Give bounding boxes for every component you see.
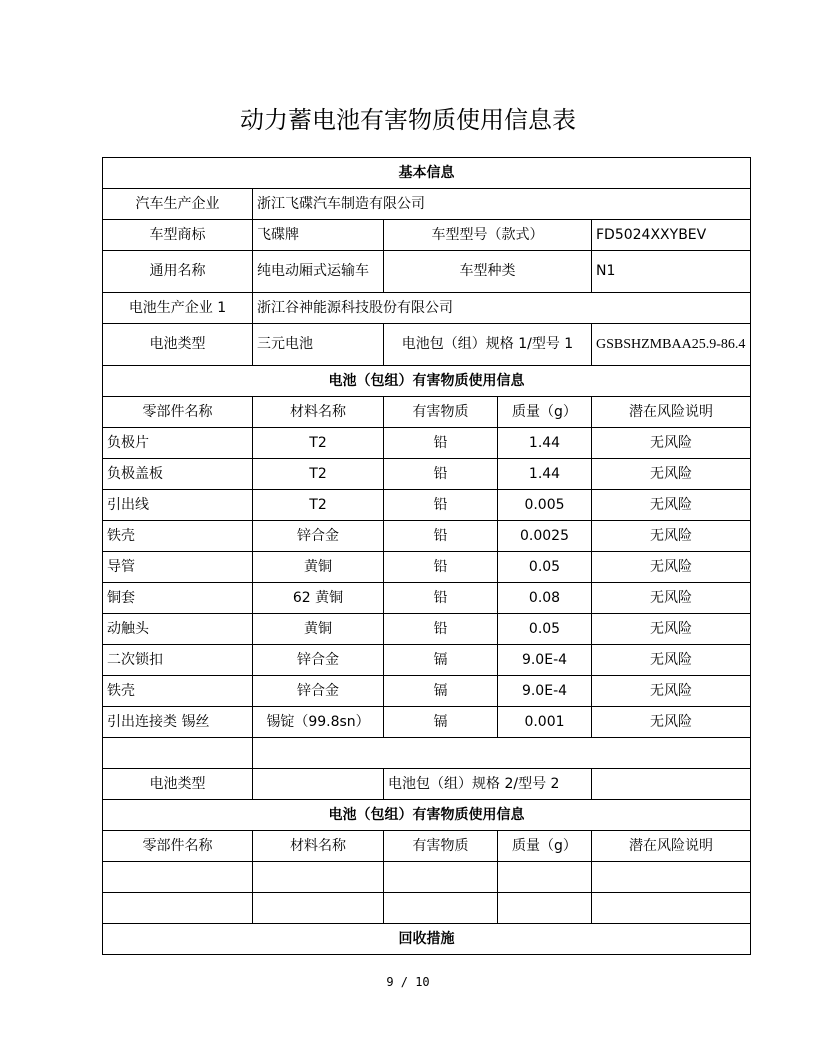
empty-cell xyxy=(253,738,751,769)
battery-maker-row xyxy=(103,293,751,324)
part-name: 引出连接类 锡丝 xyxy=(103,707,253,738)
model-value: FD5024XXYBEV xyxy=(592,220,751,251)
part-name: 二次锁扣 xyxy=(103,645,253,676)
hazard: 铅 xyxy=(384,614,498,645)
risk: 无风险 xyxy=(592,614,751,645)
basic-info-section-row xyxy=(103,158,751,189)
table-row xyxy=(103,428,751,459)
col-material: 材料名称 xyxy=(253,831,384,862)
col-mass: 质量（g） xyxy=(498,397,592,428)
risk: 无风险 xyxy=(592,583,751,614)
risk: 无风险 xyxy=(592,676,751,707)
table-row xyxy=(103,893,751,924)
brand-row xyxy=(103,220,751,251)
empty-cell xyxy=(592,862,751,893)
empty-cell xyxy=(384,893,498,924)
common-name-label: 通用名称 xyxy=(103,251,253,293)
recycling-heading: 回收措施 xyxy=(103,924,751,955)
risk: 无风险 xyxy=(592,645,751,676)
part-name: 铜套 xyxy=(103,583,253,614)
mass: 9.0E-4 xyxy=(498,676,592,707)
col-hazard: 有害物质 xyxy=(384,397,498,428)
table-row xyxy=(103,552,751,583)
part-name: 动触头 xyxy=(103,614,253,645)
table-row xyxy=(103,521,751,552)
col-material: 材料名称 xyxy=(253,397,384,428)
table-row xyxy=(103,707,751,738)
hazard: 镉 xyxy=(384,707,498,738)
empty-cell xyxy=(384,862,498,893)
recycling-section-row xyxy=(103,924,751,955)
vehicle-category-label: 车型种类 xyxy=(384,251,592,293)
empty-cell xyxy=(498,893,592,924)
col-part-name: 零部件名称 xyxy=(103,397,253,428)
hazard: 镉 xyxy=(384,645,498,676)
battery-type-value: 三元电池 xyxy=(253,324,384,366)
pack-spec-value: GSBSHZMBAA25.9-86.4 xyxy=(592,324,751,366)
table-row xyxy=(103,614,751,645)
material: 黄铜 xyxy=(253,552,384,583)
hazard-section-2-heading: 电池（包组）有害物质使用信息 xyxy=(103,800,751,831)
hazard: 铅 xyxy=(384,521,498,552)
brand-label: 车型商标 xyxy=(103,220,253,251)
mass: 0.001 xyxy=(498,707,592,738)
risk: 无风险 xyxy=(592,552,751,583)
empty-cell xyxy=(103,862,253,893)
vehicle-category-value: N1 xyxy=(592,251,751,293)
battery-type-row xyxy=(103,324,751,366)
mass: 0.0025 xyxy=(498,521,592,552)
material: T2 xyxy=(253,490,384,521)
common-name-value: 纯电动厢式运输车 xyxy=(253,251,384,293)
battery-2-type-label: 电池类型 xyxy=(103,769,253,800)
material: 锌合金 xyxy=(253,645,384,676)
hazard: 铅 xyxy=(384,583,498,614)
mass: 0.08 xyxy=(498,583,592,614)
empty-cell xyxy=(103,893,253,924)
material: T2 xyxy=(253,428,384,459)
battery-2-pack-spec-label: 电池包（组）规格 2/型号 2 xyxy=(384,769,592,800)
part-name: 铁壳 xyxy=(103,676,253,707)
material: 锌合金 xyxy=(253,676,384,707)
mass: 0.005 xyxy=(498,490,592,521)
part-name: 负极盖板 xyxy=(103,459,253,490)
mass: 0.05 xyxy=(498,614,592,645)
risk: 无风险 xyxy=(592,490,751,521)
hazard: 铅 xyxy=(384,459,498,490)
hazard: 镉 xyxy=(384,676,498,707)
material: 黄铜 xyxy=(253,614,384,645)
empty-row xyxy=(103,738,751,769)
hazard-info-table xyxy=(102,157,751,955)
mass: 1.44 xyxy=(498,428,592,459)
col-hazard: 有害物质 xyxy=(384,831,498,862)
manufacturer-value: 浙江飞碟汽车制造有限公司 xyxy=(253,189,751,220)
part-name: 铁壳 xyxy=(103,521,253,552)
material: 锌合金 xyxy=(253,521,384,552)
battery-type-label: 电池类型 xyxy=(103,324,253,366)
hazard-section-1-heading: 电池（包组）有害物质使用信息 xyxy=(103,366,751,397)
part-name: 负极片 xyxy=(103,428,253,459)
battery-2-pack-spec-value xyxy=(592,769,751,800)
material: T2 xyxy=(253,459,384,490)
risk: 无风险 xyxy=(592,707,751,738)
empty-cell xyxy=(103,738,253,769)
table-row xyxy=(103,676,751,707)
mass: 9.0E-4 xyxy=(498,645,592,676)
page-number: 9 / 10 xyxy=(386,975,430,989)
part-name: 引出线 xyxy=(103,490,253,521)
table-row xyxy=(103,645,751,676)
hazard-header-row-1 xyxy=(103,397,751,428)
col-risk: 潜在风险说明 xyxy=(592,831,751,862)
mass: 0.05 xyxy=(498,552,592,583)
risk: 无风险 xyxy=(592,521,751,552)
manufacturer-row xyxy=(103,189,751,220)
col-mass: 质量（g） xyxy=(498,831,592,862)
table-row xyxy=(103,459,751,490)
basic-info-heading: 基本信息 xyxy=(103,158,751,189)
hazard: 铅 xyxy=(384,552,498,583)
hazard: 铅 xyxy=(384,428,498,459)
material: 62 黄铜 xyxy=(253,583,384,614)
hazard-header-row-2 xyxy=(103,831,751,862)
brand-value: 飞碟牌 xyxy=(253,220,384,251)
mass: 1.44 xyxy=(498,459,592,490)
manufacturer-label: 汽车生产企业 xyxy=(103,189,253,220)
page-title: 动力蓄电池有害物质使用信息表 xyxy=(240,106,576,134)
table-row xyxy=(103,583,751,614)
model-label: 车型型号（款式） xyxy=(384,220,592,251)
part-name: 导管 xyxy=(103,552,253,583)
hazard-section-2-row xyxy=(103,800,751,831)
risk: 无风险 xyxy=(592,428,751,459)
col-risk: 潜在风险说明 xyxy=(592,397,751,428)
empty-cell xyxy=(253,893,384,924)
hazard: 铅 xyxy=(384,490,498,521)
empty-cell xyxy=(592,893,751,924)
col-part-name: 零部件名称 xyxy=(103,831,253,862)
battery-2-type-row xyxy=(103,769,751,800)
empty-cell xyxy=(253,862,384,893)
pack-spec-label: 电池包（组）规格 1/型号 1 xyxy=(384,324,592,366)
table-row xyxy=(103,490,751,521)
material: 锡锭（99.8sn） xyxy=(253,707,384,738)
risk: 无风险 xyxy=(592,459,751,490)
hazard-section-1-row xyxy=(103,366,751,397)
battery-2-type-value xyxy=(253,769,384,800)
common-name-row xyxy=(103,251,751,293)
battery-maker-label: 电池生产企业 1 xyxy=(103,293,253,324)
empty-cell xyxy=(498,862,592,893)
table-row xyxy=(103,862,751,893)
battery-maker-value: 浙江谷神能源科技股份有限公司 xyxy=(253,293,751,324)
